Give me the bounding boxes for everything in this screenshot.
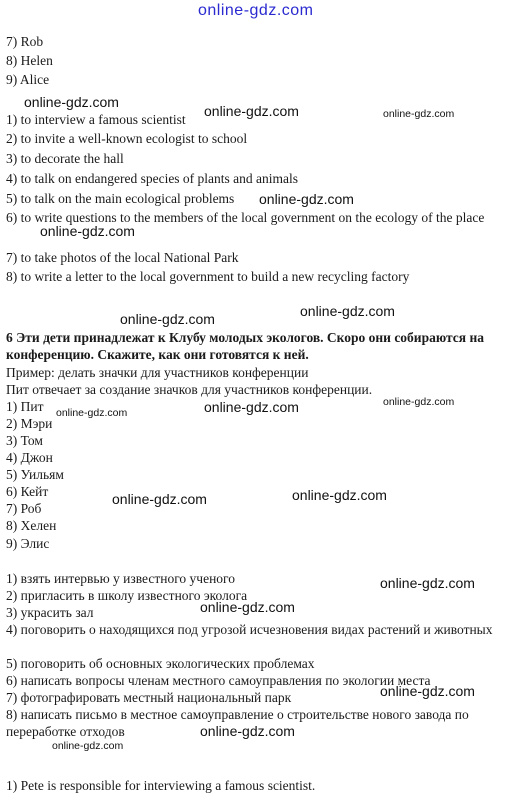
watermark: online-gdz.com [300,303,395,319]
watermark: online-gdz.com [198,2,314,19]
watermark: online-gdz.com [259,191,354,207]
task-item: 6) to write questions to the members of the local government on the ecology of the place [6,210,485,225]
task-item: 6) написать вопросы членам местного самоуправления по экологии места [6,673,431,688]
name-item: 8) Хелен [6,518,57,533]
task-item: 4) поговорить о находящихся под угрозой исчезновения видах растений и животных [6,622,493,637]
example-line: Пример: делать значки для участников конференции [6,365,309,380]
task-item: 1) to interview a famous scientist [6,112,186,127]
watermark: online-gdz.com [120,311,215,327]
task-item: 2) пригласить в школу известного эколога [6,588,248,603]
watermark: online-gdz.com [204,103,299,119]
name-item: 6) Кейт [6,484,49,499]
task-item: 8) to write a letter to the local government to build a new recycling factory [6,269,410,284]
task-item: 8) написать письмо в местное самоуправление о строительстве нового завода по переработке отходов [6,707,469,739]
name-item: 2) Мэри [6,416,53,431]
name-item: 7) Роб [6,501,42,516]
exercise-heading: 6 Эти дети принадлежат к Клубу молодых экологов. Скоро они собираются на конференцию. Скажите, как они готовятся к ней. [6,330,484,362]
answer-line: 1) Pete is responsible for interviewing a famous scientist. [6,778,316,793]
watermark: online-gdz.com [24,94,119,110]
example-line: Пит отвечает за создание значков для участников конференции. [6,382,373,397]
task-item: 3) to decorate the hall [6,151,124,166]
task-item: 4) to talk on endangered species of plants and animals [6,171,299,186]
name-item: 4) Джон [6,450,53,465]
name-item: 9) Элис [6,536,50,551]
watermark: online-gdz.com [204,399,299,415]
task-item: 5) поговорить об основных экологических проблемах [6,656,315,671]
watermark: online-gdz.com [52,740,124,752]
watermark: online-gdz.com [56,407,128,419]
watermark: online-gdz.com [40,223,135,239]
name-item: 1) Пит [6,399,44,414]
name-item: 9) Alice [6,72,50,87]
watermark: online-gdz.com [383,108,455,120]
task-item: 2) to invite a well-known ecologist to school [6,131,248,146]
watermark: online-gdz.com [292,487,387,503]
task-item: 7) фотографировать местный национальный парк [6,690,292,705]
name-item: 5) Уильям [6,467,64,482]
watermark: online-gdz.com [380,575,475,591]
watermark: online-gdz.com [383,396,455,408]
task-item: 1) взять интервью у известного ученого [6,571,236,586]
watermark: online-gdz.com [200,599,295,615]
watermark: online-gdz.com [380,683,475,699]
task-item: 5) to talk on the main ecological problems [6,191,235,206]
watermark: online-gdz.com [112,491,207,507]
task-item: 7) to take photos of the local National Park [6,250,239,265]
name-item: 3) Том [6,433,43,448]
task-item: 3) украсить зал [6,605,94,620]
name-item: 7) Rob [6,34,44,49]
watermark: online-gdz.com [200,723,295,739]
name-item: 8) Helen [6,53,53,68]
